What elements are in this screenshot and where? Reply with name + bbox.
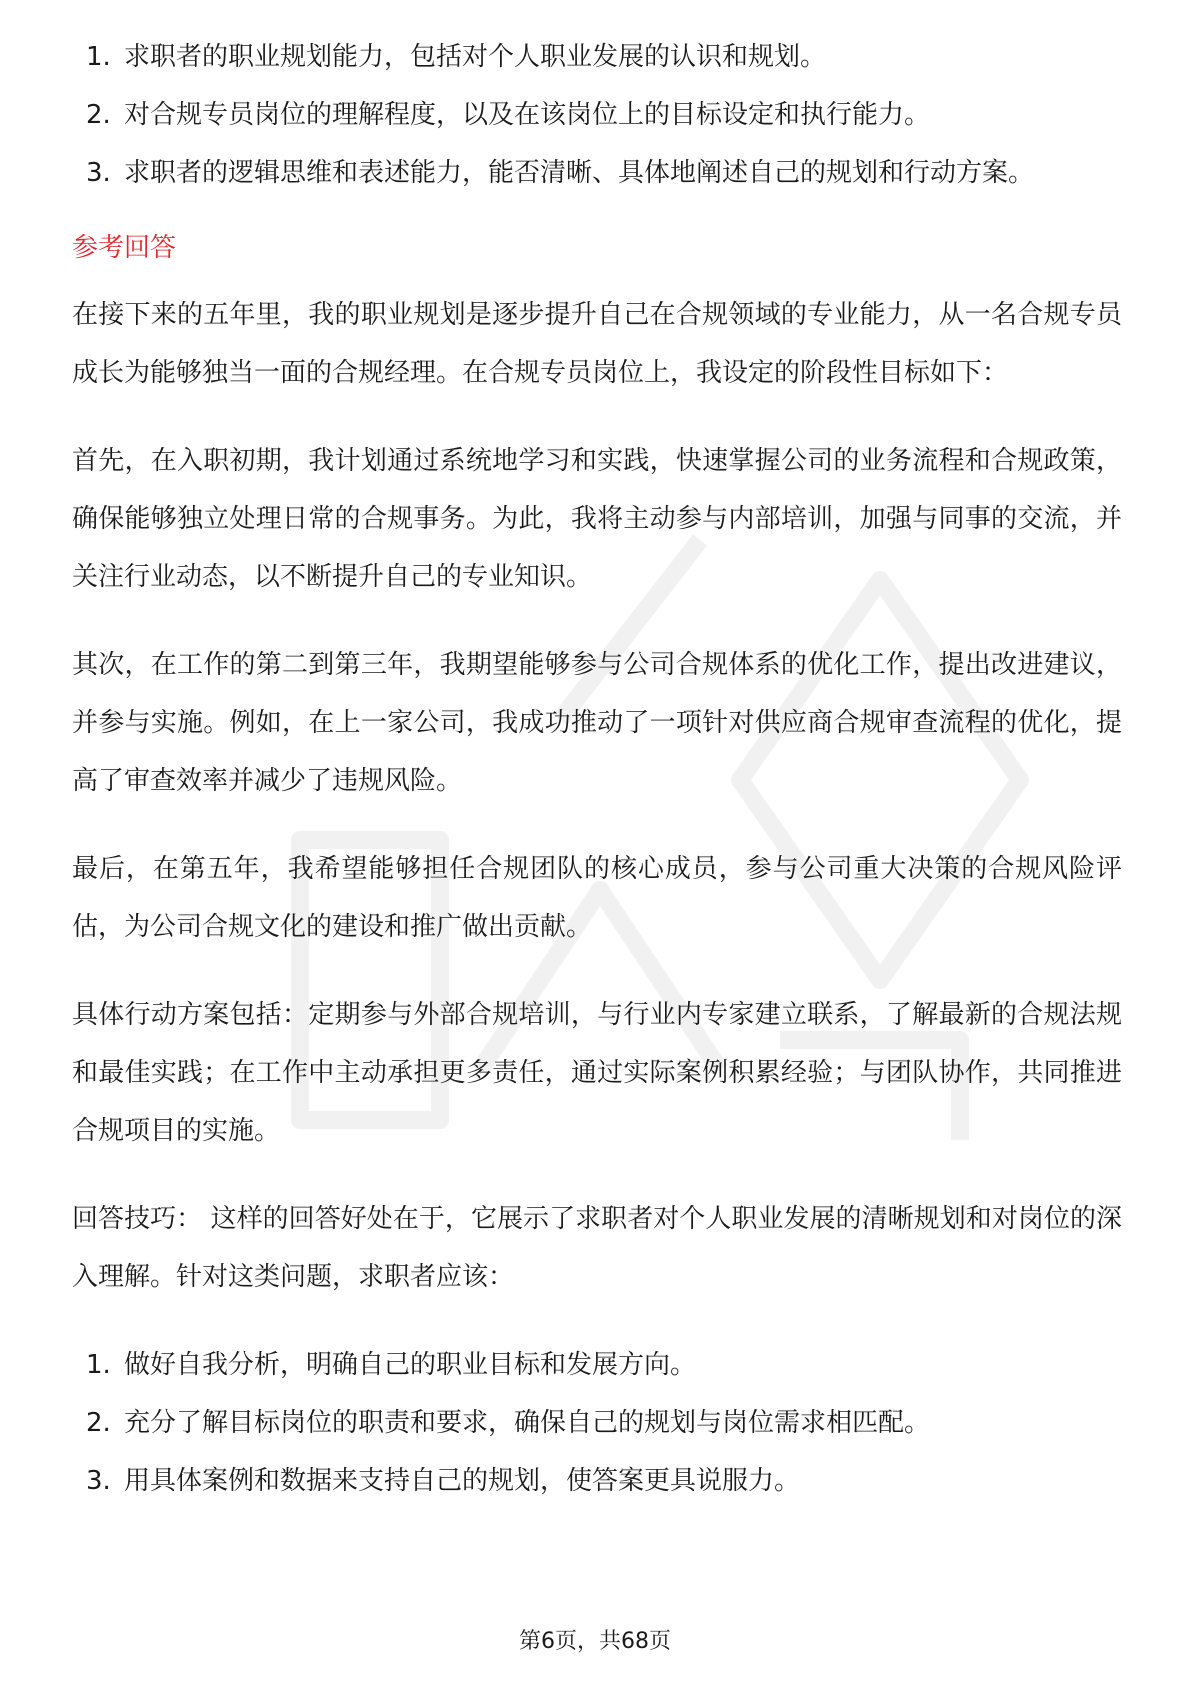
list-item-text: 求职者的逻辑思维和表述能力，能否清晰、具体地阐述自己的规划和行动方案。 <box>124 158 1035 188</box>
page-number-footer: 第6页，共68页 <box>519 1629 671 1654</box>
list-item <box>72 1394 1122 1452</box>
tips-list <box>72 1336 1122 1510</box>
paragraph-answer-tips: 回答技巧： 这样的回答好处在于，它展示了求职者对个人职业发展的清晰规划和对岗位的深入理解。针对这类问题，求职者应该： <box>72 1204 1122 1292</box>
paragraph-second: 其次，在工作的第二到第三年，我期望能够参与公司合规体系的优化工作，提出改进建议，并参与实施。例如，在上一家公司，我成功推动了一项针对供应商合规审查流程的优化，提高了审查效率并减少了违规风险。 <box>72 650 1122 796</box>
list-item-text: 求职者的职业规划能力，包括对个人职业发展的认识和规划。 <box>124 42 827 72</box>
list-item-text: 用具体案例和数据来支持自己的规划，使答案更具说服力。 <box>124 1466 801 1496</box>
reference-answer-heading: 参考回答 <box>72 233 177 263</box>
list-item-number: 2. <box>86 1408 111 1438</box>
list-item-text: 充分了解目标岗位的职责和要求，确保自己的规划与岗位需求相匹配。 <box>124 1408 931 1438</box>
paragraph-first: 首先，在入职初期，我计划通过系统地学习和实践，快速掌握公司的业务流程和合规政策，确保能够独立处理日常的合规事务。为此，我将主动参与内部培训，加强与同事的交流，并关注行业动态，以不断提升自己的专业知识。 <box>72 446 1122 592</box>
list-item-number: 2. <box>86 100 111 130</box>
paragraph-action-plan: 具体行动方案包括：定期参与外部合规培训，与行业内专家建立联系，了解最新的合规法规和最佳实践；在工作中主动承担更多责任，通过实际案例积累经验；与团队协作，共同推进合规项目的实施。 <box>72 1000 1122 1146</box>
list-item-number: 3. <box>86 1466 111 1496</box>
list-item <box>72 1336 1122 1394</box>
list-item-number: 3. <box>86 158 111 188</box>
paragraph-last: 最后，在第五年，我希望能够担任合规团队的核心成员，参与公司重大决策的合规风险评估，为公司合规文化的建设和推广做出贡献。 <box>72 854 1122 942</box>
list-item <box>72 86 1122 144</box>
question-points-list <box>72 28 1122 202</box>
list-item <box>72 144 1122 202</box>
paragraph-intro: 在接下来的五年里，我的职业规划是逐步提升自己在合规领域的专业能力，从一名合规专员成长为能够独当一面的合规经理。在合规专员岗位上，我设定的阶段性目标如下： <box>72 300 1122 388</box>
list-item <box>72 1452 1122 1510</box>
list-item <box>72 28 1122 86</box>
list-item-number: 1. <box>86 1350 111 1380</box>
document-content <box>72 28 1122 1510</box>
list-item-number: 1. <box>86 42 111 72</box>
list-item-text: 做好自我分析，明确自己的职业目标和发展方向。 <box>124 1350 697 1380</box>
list-item-text: 对合规专员岗位的理解程度，以及在该岗位上的目标设定和执行能力。 <box>124 100 931 130</box>
